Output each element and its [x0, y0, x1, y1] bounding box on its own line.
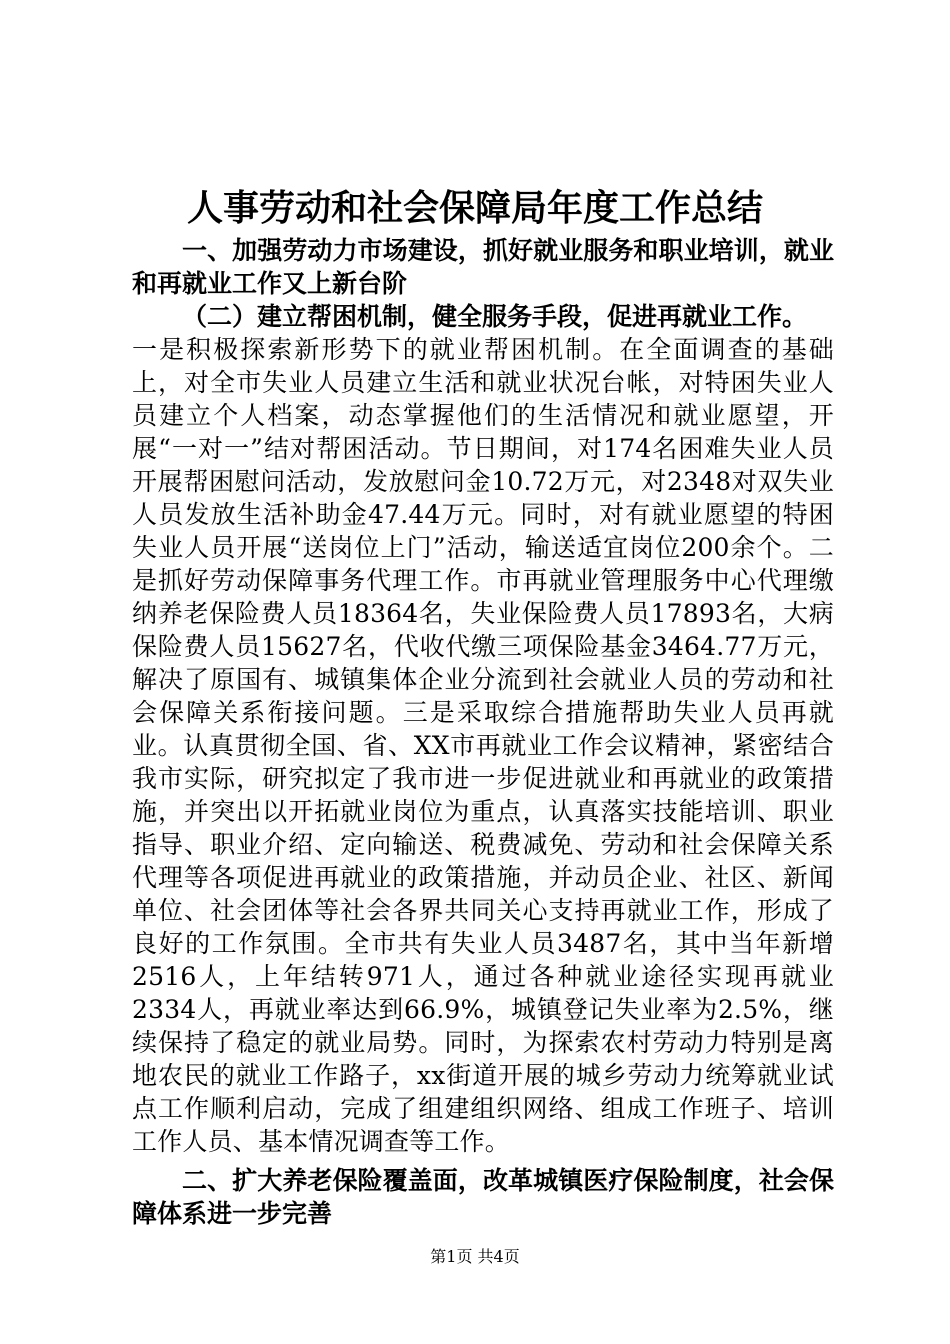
subsection-heading: （二）建立帮困机制，健全服务手段，促进再就业工作。 — [182, 302, 808, 331]
section-heading-1: 一、加强劳动力市场建设，抓好就业服务和职业培训，就业和再就业工作又上新台阶 — [132, 236, 834, 298]
body-paragraph: 一是积极探索新形势下的就业帮困机制。在全面调查的基础上，对全市失业人员建立生活和就业状况台帐，对特困失业人员建立个人档案，动态掌握他们的生活情况和就业愿望，开展“一对一”结对帮困活动。节日期间，对174名困难失业人员开展帮困慰问活动，发放慰问金10.72万元，对2348对双失业人员发放生活补助金47.44万元。同时，对有就业愿望的特困失业人员开展“送岗位上门”活动，输送适宜岗位200余个。二是抓好劳动保障事务代理工作。市再就业管理服务中心代理缴纳养老保险费人员18364名，失业保险费人员17893名，大病保险费人员15627名，代收代缴三项保险基金3464.77万元，解决了原国有、城镇集体企业分流到社会就业人员的劳动和社会保障关系衔接问题。三是采取综合措施帮助失业人员再就业。认真贯彻全国、省、XX市再就业工作会议精神，紧密结合我市实际，研究拟定了我市进一步促进就业和再就业的政策措施，并突出以开拓就业岗位为重点，认真落实技能培训、职业指导、职业介绍、定向输送、税费减免、劳动和社会保障关系代理等各项促进再就业的政策措施，并动员企业、社区、新闻单位、社会团体等社会各界共同关心支持再就业工作，形成了良好的工作氛围。全市共有失业人员3487名，其中当年新增2516人，上年结转971人，通过各种就业途径实现再就业2334人，再就业率达到66.9%，城镇登记失业率为2.5%，继续保持了稳定的就业局势。同时，为探索农村劳动力特别是离地农民的就业工作路子，xx街道开展的城乡劳动力统筹就业试点工作顺利启动，完成了组建组织网络、组成工作班子、培训工作人员、基本情况调查等工作。 — [132, 335, 834, 1156]
section-heading-2: 二、扩大养老保险覆盖面，改革城镇医疗保险制度，社会保障体系进一步完善 — [132, 1166, 834, 1228]
page-footer: 第1页 共4页 — [430, 1247, 520, 1266]
document-body — [132, 234, 834, 1230]
document-title: 人事劳动和社会保障局年度工作总结 — [186, 187, 763, 229]
